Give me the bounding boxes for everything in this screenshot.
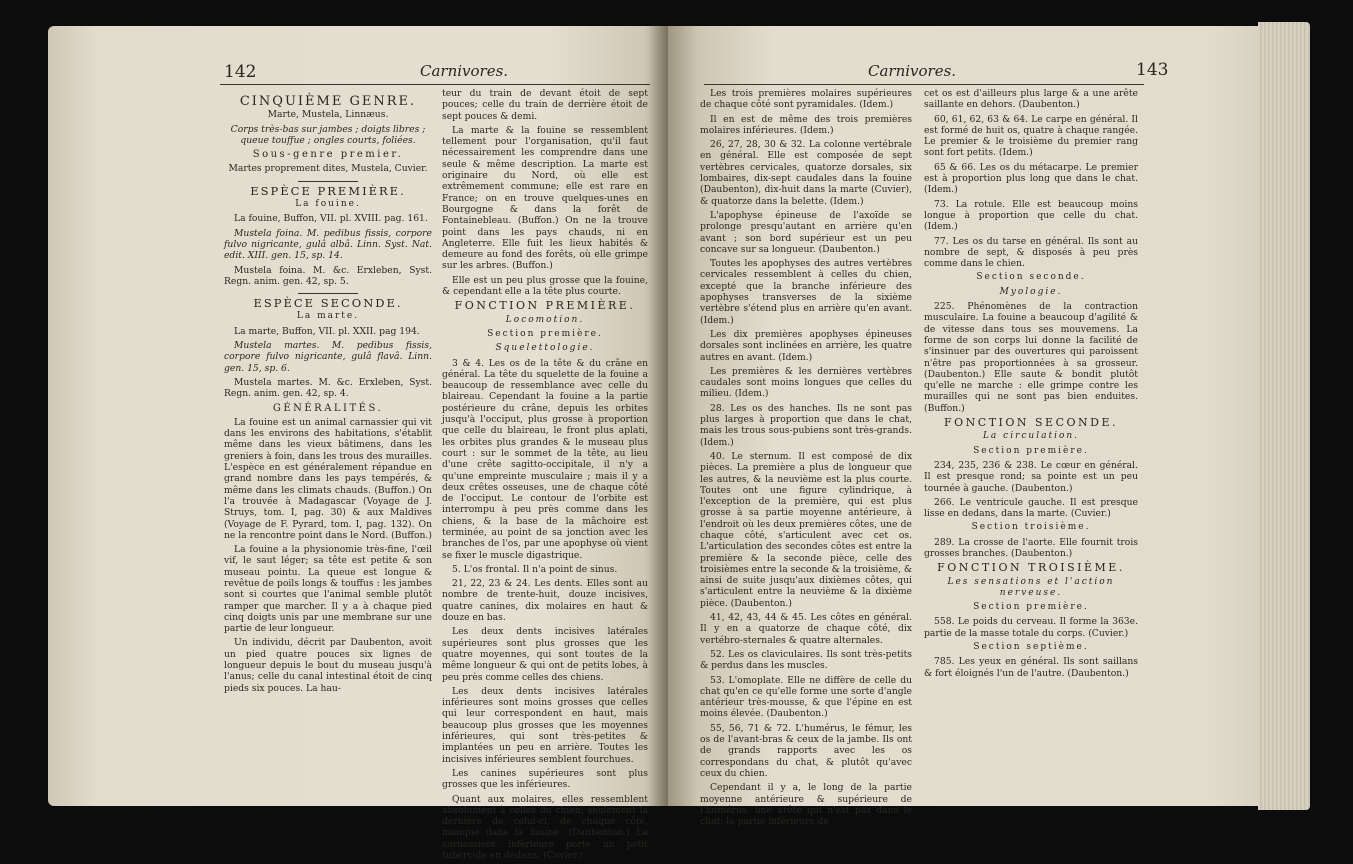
species2-name: La marte.	[296, 311, 360, 322]
body-paragraph: Les deux dents incisives latérales supérieures sont plus grosses que les quatre moyennes, qui sont toutes de la même longueur & qui ont de petits lobes, à peu près comme celles des chiens.	[442, 626, 648, 683]
genre-names: Marte, Mustela, Linnæus.	[267, 109, 389, 121]
body-paragraph: Les deux dents incisives latérales inférieures sont moins grosses que celles qui leur correspondent en haut, mais beaucoup plus grosses que les moyennes inférieures, qui sont très-petites & implantées un peu en arrière. Toutes les incisives inférieures semblent fourchues.	[442, 685, 648, 765]
body-paragraph: L'apophyse épineuse de l'axoïde se prolonge presqu'autant en arrière qu'en avant ; son bord supérieur est un peu concave sur sa longueur. (Daubenton.)	[700, 209, 912, 255]
locomotion-heading: Locomotion.	[505, 314, 585, 325]
section-title: Section troisième.	[971, 522, 1091, 533]
species1-ref: Mustela foina. M. pedibus fissis, corpore fulvo nigricante, gulâ albâ. Linn. Syst. Nat. edit. XIII. gen. 15, sp. 14.	[224, 227, 432, 262]
fonction-title: FONCTION PREMIÈRE.	[454, 299, 636, 313]
left-column-2	[442, 88, 648, 864]
body-paragraph: Les premières & les dernières vertèbres caudales sont moins longues que celles du milieu. (Idem.)	[700, 365, 912, 400]
left-column-1	[224, 92, 432, 697]
body-paragraph: Il en est de même des trois premières molaires inférieures. (Idem.)	[700, 113, 912, 136]
species1-name: La fouine.	[295, 199, 361, 210]
section-title: Section première.	[973, 445, 1089, 456]
section-title: Section seconde.	[976, 272, 1086, 283]
body-paragraph: Toutes les apophyses des autres vertèbres cervicales ressemblent à celles du chien, excepté que la branche inférieure des apophyses transverses de la sixième vertèbre s'étend plus en arrière qu'en avant. (Idem.)	[700, 258, 912, 326]
body-paragraph: 558. Le poids du cerveau. Il forme la 363e. partie de la masse totale du corps. (Cuvier.)	[924, 616, 1138, 639]
subgenre-title: Sous-genre premier.	[252, 149, 404, 161]
body-paragraph: 60, 61, 62, 63 & 64. Le carpe en général. Il est formé de huit os, quatre à chaque rangée. Le premier & le troisième du premier rang sont fort petits. (Idem.)	[924, 113, 1138, 159]
body-paragraph: 77. Les os du tarse en général. Ils sont au nombre de sept, & disposés à peu près comme dans le chien.	[924, 235, 1138, 270]
body-paragraph: cet os est d'ailleurs plus large & a une arête saillante en dehors. (Daubenton.)	[924, 88, 1138, 111]
body-paragraph: 3 & 4. Les os de la tête & du crâne en général. La tête du squelette de la fouine a beaucoup de ressemblance avec celle du blaireau. Cependant la fouine a la partie postérieure du crâne, depuis les orbites jusqu'à l'occiput, plus grosse à proportion que celle du blaireau, le front plus aplati, les orbites plus grandes & le museau plus court : sur le sommet de la tête, au lieu d'une crête sagitto-occipitale, il n'y a qu'une empreinte musculaire ; mais il y a deux crêtes osseuses, une de chaque côté de l'occiput. Le contour de l'orbite est interrompu à peu près comme dans les chiens, & la base de la mâchoire est terminée, au point de sa jonction avec les branches de l'os, par une apophyse où vient se fixer le muscle digastrique.	[442, 357, 648, 561]
intro-paragraph: teur du train de devant étoit de sept pouces; celle du train de derrière étoit de sept pouces & demi.	[442, 88, 648, 122]
page-edges	[1258, 22, 1310, 810]
generalites-paragraph: Un individu, décrit par Daubenton, avoit un pied quatre pouces six lignes de longueur depuis le bout du museau jusqu'à l'anus; celle du canal intestinal étoit de cinq pieds six pouces. La hau-	[224, 637, 432, 694]
section-title: Section septième.	[973, 642, 1089, 653]
open-book	[48, 16, 1310, 861]
separator	[298, 293, 358, 294]
intro-paragraph: Elle est un peu plus grosse que la fouine, & cependant elle a la tête plus courte.	[442, 274, 648, 298]
generalites-title: GÉNÉRALITÉS.	[272, 402, 384, 414]
right-column-1	[700, 88, 912, 830]
right-page-number: 143	[1136, 60, 1169, 80]
body-paragraph: 266. Le ventricule gauche. Il est presque lisse en dedans, dans la marte. (Cuvier.)	[924, 496, 1138, 520]
fonction-title: FONCTION TROISIÈME.	[937, 561, 1125, 575]
generalites-paragraph: La fouine est un animal carnassier qui vit dans les environs des habitations, s'établit même dans les vieux bâtimens, dans les greniers à foin, dans les trous des murailles. L'espèce en est généralement répandue en grand nombre dans les pays tempérés, & même dans les climats chauds. (Buffon.) On l'a trouvée à Madagascar (Voyage de J. Struys, tom. I, pag. 30) & aux Maldives (Voyage de F. Pyrard, tom. I, pag. 132). On ne la rencontre point dans le Nord. (Buffon.)	[224, 416, 432, 541]
body-paragraph: Les dix premières apophyses épineuses dorsales sont inclinées en arrière, les quatre autres en avant. (Idem.)	[700, 328, 912, 363]
species1-title: ESPÈCE PREMIÈRE.	[250, 183, 406, 198]
body-paragraph: 5. L'os frontal. Il n'a point de sinus.	[452, 563, 618, 575]
body-paragraph: Les canines supérieures sont plus grosses que les inférieures.	[442, 767, 648, 791]
body-paragraph: 28. Les os des hanches. Ils ne sont pas plus larges à proportion que dans le chat, mais les trous sous-pubiens sont très-grands. (Idem.)	[700, 402, 912, 448]
body-paragraph: 65 & 66. Les os du métacarpe. Le premier est à proportion plus long que dans le chat. (Idem.)	[924, 161, 1138, 196]
sensations-heading: Les sensations et l'action nerveuse.	[947, 576, 1115, 598]
body-paragraph: 26, 27, 28, 30 & 32. La colonne vertébrale en général. Elle est composée de sept vertèbres cervicales, quatorze dorsales, six lombaires, dix-sept caudales dans la fouine (Daubenton), dix-huit dans la marte (Cuvier), & quatorze dans la belette. (Idem.)	[700, 139, 912, 207]
right-column-2	[924, 88, 1138, 682]
body-paragraph: 289. La crosse de l'aorte. Elle fournit trois grosses branches. (Daubenton.)	[924, 536, 1138, 559]
body-paragraph: Quant aux molaires, elles ressemblent absolument à celles du chien; seulement la dernière de celui-ci, de chaque côté, manque dans la fouine. (Daubenton.) La carnassière inférieure porte un petit tubercule en dedans. (Cuvier.)	[442, 793, 648, 861]
body-paragraph: Les trois premières molaires supérieures de chaque côté sont pyramidales. (Idem.)	[700, 88, 912, 111]
body-paragraph: 41, 42, 43, 44 & 45. Les côtes en général. Il y en a quatorze de chaque côté, dix vertébro-sternales & quatre alternales.	[700, 612, 912, 646]
species2-ref: La marte, Buffon, VII. pl. XXII. pag 194.	[234, 325, 420, 337]
right-page	[668, 26, 1258, 828]
body-paragraph: 234, 235, 236 & 238. Le cœur en général. Il est presque rond; sa pointe est un peu tournée à gauche. (Daubenton.)	[924, 459, 1138, 494]
myologie-heading: Myologie.	[999, 286, 1063, 297]
body-paragraph: 73. La rotule. Elle est beaucoup moins longue à proportion que celle du chat. (Idem.)	[924, 198, 1138, 233]
genre-title: CINQUIÈME GENRE.	[239, 94, 417, 109]
species2-title: ESPÈCE SECONDE.	[253, 296, 403, 311]
subgenre-names: Martes proprement dites, Mustela, Cuvier.	[228, 163, 428, 175]
species2-ref: Mustela martes. M. &c. Erxleben, Syst. Regn. anim. gen. 42, sp. 4.	[224, 376, 432, 400]
fonction-title: FONCTION SECONDE.	[944, 416, 1118, 430]
body-paragraph: 52. Les os claviculaires. Ils sont très-petits & perdus dans les muscles.	[700, 648, 912, 672]
squelettologie-heading: Squelettologie.	[495, 343, 595, 354]
section-title: Section première.	[973, 602, 1089, 613]
genre-desc: Corps très-bas sur jambes ; doigts libres ; queue touffue ; ongles courts, foliées.	[230, 123, 426, 146]
species1-ref: La fouine, Buffon, VII. pl. XVIII. pag. 161.	[234, 213, 428, 225]
left-page	[48, 26, 668, 861]
section-title: Section première.	[487, 328, 603, 339]
body-paragraph: 40. Le sternum. Il est composé de dix pièces. La première a plus de longueur que les autres, & la neuvième est la plus courte. Toutes ont une figure cylindrique, à l'exception de la première, qui est plus grosse à sa partie moyenne antérieure, à l'endroit où les deux premières côtes, une de chaque côté, s'articulent avec cet os. L'articulation des secondes côtes est entre la première & la seconde pièce, celle des troisièmes entre la seconde & la troisième, & ainsi de suite jusqu'aux dixièmes côtes, qui s'articulent entre la neuvième & la dixième pièce. (Daubenton.)	[700, 450, 912, 609]
intro-paragraph: La marte & la fouine se ressemblent tellement pour l'organisation, qu'il faut nécessairement les comprendre dans une seule & même description. La marte est originaire du Nord, où elle est extrêmement commune; elle est rare en France; on en trouve quelques-unes en Bourgogne & dans la forêt de Fontainebleau. (Buffon.) On ne la trouve point dans les pays chauds, ni en Angleterre. Elle fuit les lieux habités & demeure au fond des forêts, où elle grimpe sur les arbres. (Buffon.)	[442, 124, 648, 272]
right-head-rule	[704, 84, 1144, 85]
separator	[298, 181, 358, 182]
species1-ref: Mustela foina. M. &c. Erxleben, Syst. Regn. anim. gen. 42, sp. 5.	[224, 264, 432, 287]
left-head-rule	[220, 84, 650, 85]
body-paragraph: 21, 22, 23 & 24. Les dents. Elles sont au nombre de trente-huit, douze incisives, quatre canines, dix molaires en haut & douze en bas.	[442, 578, 648, 624]
body-paragraph: 225. Phénomènes de la contraction musculaire. La fouine a beaucoup d'agilité & de vitesse dans tous ses mouvemens. La forme de son corps lui donne la facilité de s'insinuer par des ouvertures qui paroissent n'être pas proportionnées à sa grosseur. (Daubenton.) Elle saute & bondit plutôt qu'elle ne marche : elle grimpe contre les murailles qui ne sont pas bien enduites. (Buffon.)	[924, 301, 1138, 414]
body-paragraph: Cependant il y a, le long de la partie moyenne antérieure & supérieure de l'humérus, une arête qui n'est pas dans le chat; la partie inférieure de	[700, 782, 912, 828]
generalites-paragraph: La fouine a la physionomie très-fine, l'œil vif, le saut léger; sa tête est petite & son museau pointu. La queue est longue & revêtue de poils longs & touffus : les jambes sont si courtes que l'animal semble plutôt ramper que marcher. Il y a à chaque pied cinq doigts unis par une membrane sur une partie de leur longueur.	[224, 544, 432, 635]
left-page-number: 142	[224, 62, 257, 82]
right-running-head: Carnivores.	[868, 62, 957, 80]
body-paragraph: 785. Les yeux en général. Ils sont saillans & fort éloignés l'un de l'autre. (Daubenton.)	[924, 656, 1138, 679]
body-paragraph: 55, 56, 71 & 72. L'humérus, le fémur, les os de l'avant-bras & ceux de la jambe. Ils ont de grands rapports avec les os correspondans du chat, & plutôt qu'avec ceux du chien.	[700, 722, 912, 779]
left-running-head: Carnivores.	[420, 62, 509, 80]
species2-ref: Mustela martes. M. pedibus fissis, corpore fulvo nigricante, gulâ flavâ. Linn. gen. 15, sp. 6.	[224, 340, 432, 374]
circulation-heading: La circulation.	[982, 431, 1080, 442]
body-paragraph: 53. L'omoplate. Elle ne diffère de celle du chat qu'en ce qu'elle forme une sorte d'angle antérieur très-mousse, & que l'épine en est moins élevée. (Daubenton.)	[700, 674, 912, 720]
